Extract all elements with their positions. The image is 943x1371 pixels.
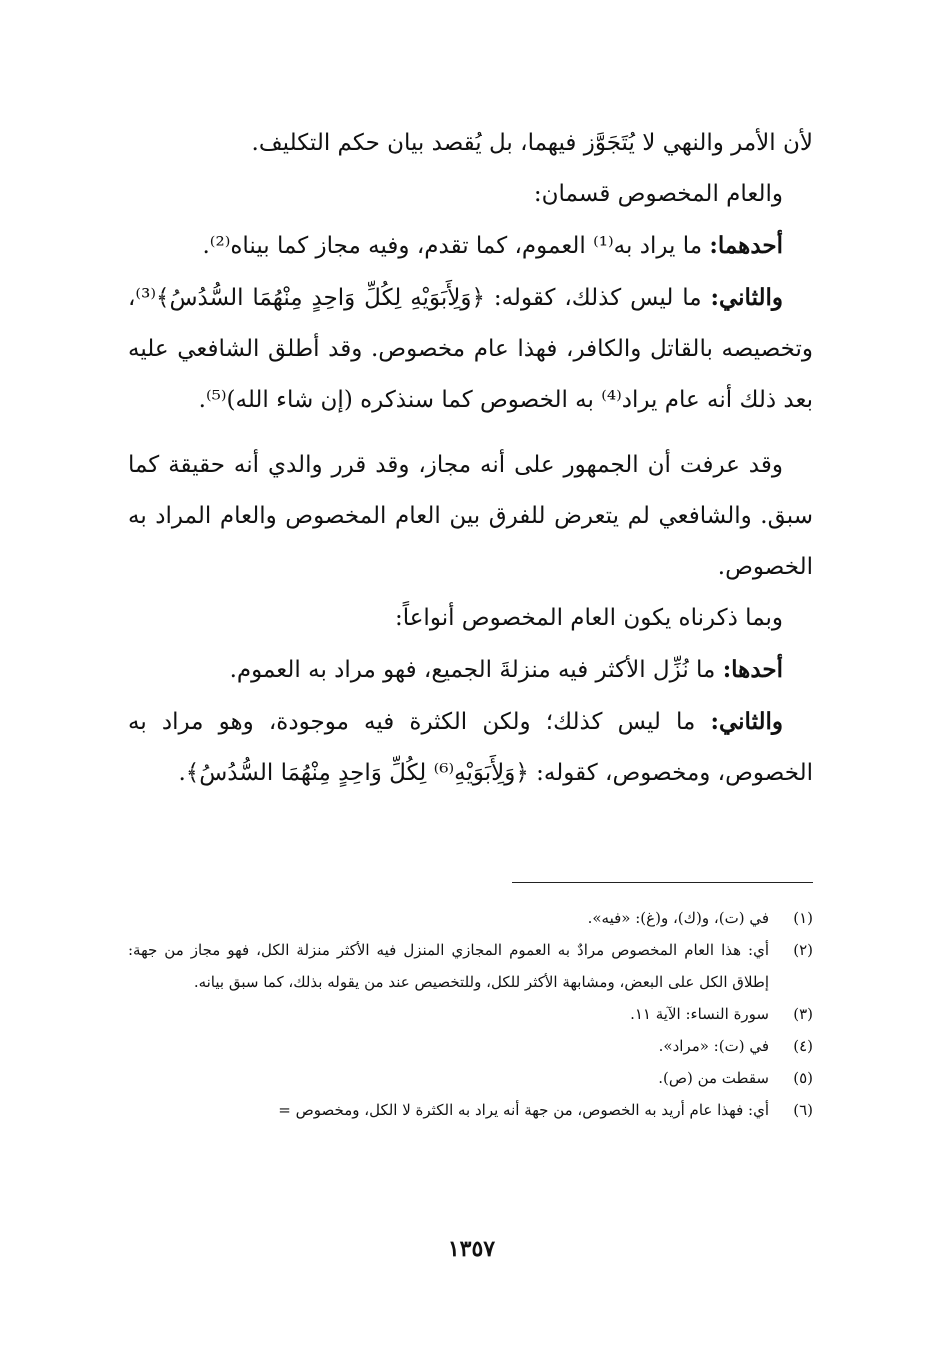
footnote-text: سورة النساء: الآية ١١. [630, 1005, 769, 1023]
footnote-text: سقطت من (ص). [658, 1069, 769, 1087]
paragraph-lead: أحدها: [722, 656, 783, 683]
footnote-number: (١) [793, 909, 813, 927]
footnote-number: (٤) [793, 1037, 813, 1055]
paragraph-text: والعام المخصوص قسمان: [533, 181, 783, 207]
paragraph-lead: والثاني: [710, 284, 784, 311]
footnote-text: أي: هذا العام المخصوص مرادٌ به العموم المجازي المنزل فيه الأكثر منزلة الكل، فهو مجاز من جهة: إطلاق الكل على البعض، ومشابهة الأكثر للكل، وللتخصيص عند من يقوله بذلك، كما سبق بيانه. [128, 941, 769, 991]
footnote-number: (٢) [793, 941, 813, 959]
paragraph-text: ما نُزِّل الأكثر فيه منزلةَ الجميع، فهو مراد به العموم. [229, 657, 716, 683]
paragraph-2 [128, 169, 813, 220]
footnote-2 [128, 934, 813, 998]
paragraph-lead: والثاني: [710, 708, 784, 735]
footnote-number: (٥) [793, 1069, 813, 1087]
paragraph-1 [128, 118, 813, 169]
paragraph-6 [128, 593, 813, 644]
footnotes [128, 902, 813, 1126]
footnote-1 [128, 902, 813, 934]
main-text [128, 118, 813, 799]
footnote-number: (٦) [793, 1101, 813, 1119]
paragraph-text: ما ليس كذلك؛ ولكن الكثرة فيه موجودة، وهو مراد به الخصوص، ومخصوص، كقوله: ﴿وَلِأَبَوَيْهِ⁽⁶⁾ لِكُلِّ وَاحِدٍ مِنْهُمَا السُّدُسُ﴾. [128, 709, 813, 786]
footnote-5 [128, 1062, 813, 1094]
paragraph-3 [128, 220, 813, 272]
paragraph-text: ما ليس كذلك، كقوله: ﴿وَلِأَبَوَيْهِ لِكُلِّ وَاحِدٍ مِنْهُمَا السُّدُسُ﴾⁽³⁾، وتخصيصه بالقاتل والكافر، فهذا عام مخصوص. وقد أطلق الشافعي عليه بعد ذلك أنه عام يراد⁽⁴⁾ به الخصوص كما سنذكره (إن شاء الله)⁽⁵⁾. [128, 285, 813, 413]
paragraph-text: وبما ذكرناه يكون العام المخصوص أنواعاً: [394, 605, 783, 631]
footnote-text: في (ت)، و(ك)، و(غ): «فيه». [587, 909, 769, 927]
paragraph-text: وقد عرفت أن الجمهور على أنه مجاز، وقد قرر والدي أنه حقيقة كما سبق. والشافعي لم يتعرض للفرق بين العام المخصوص والعام المراد به الخصوص. [128, 452, 813, 580]
paragraph-8 [128, 696, 813, 799]
paragraph-lead: أحدهما: [709, 232, 783, 259]
paragraph-text: ما يراد به⁽¹⁾ العموم، كما تقدم، وفيه مجاز كما بيناه⁽²⁾. [202, 233, 703, 259]
footnote-text: أي: فهذا عام أريد به الخصوص، من جهة أنه يراد به الكثرة لا الكل، ومخصوص = [278, 1101, 769, 1119]
footnote-text: في (ت): «مراد». [658, 1037, 769, 1055]
footnote-number: (٣) [793, 1005, 813, 1023]
paragraph-7 [128, 644, 813, 696]
page-number: ١٣٥٧ [447, 1236, 496, 1262]
footnote-3 [128, 998, 813, 1030]
footnote-divider [512, 882, 813, 883]
footnote-4 [128, 1030, 813, 1062]
footnote-6 [128, 1094, 813, 1126]
paragraph-5 [128, 440, 813, 593]
paragraph-4 [128, 272, 813, 426]
paragraph-text: لأن الأمر والنهي لا يُتَجَوَّز فيهما، بل يُقصد بيان حكم التكليف. [251, 130, 813, 156]
